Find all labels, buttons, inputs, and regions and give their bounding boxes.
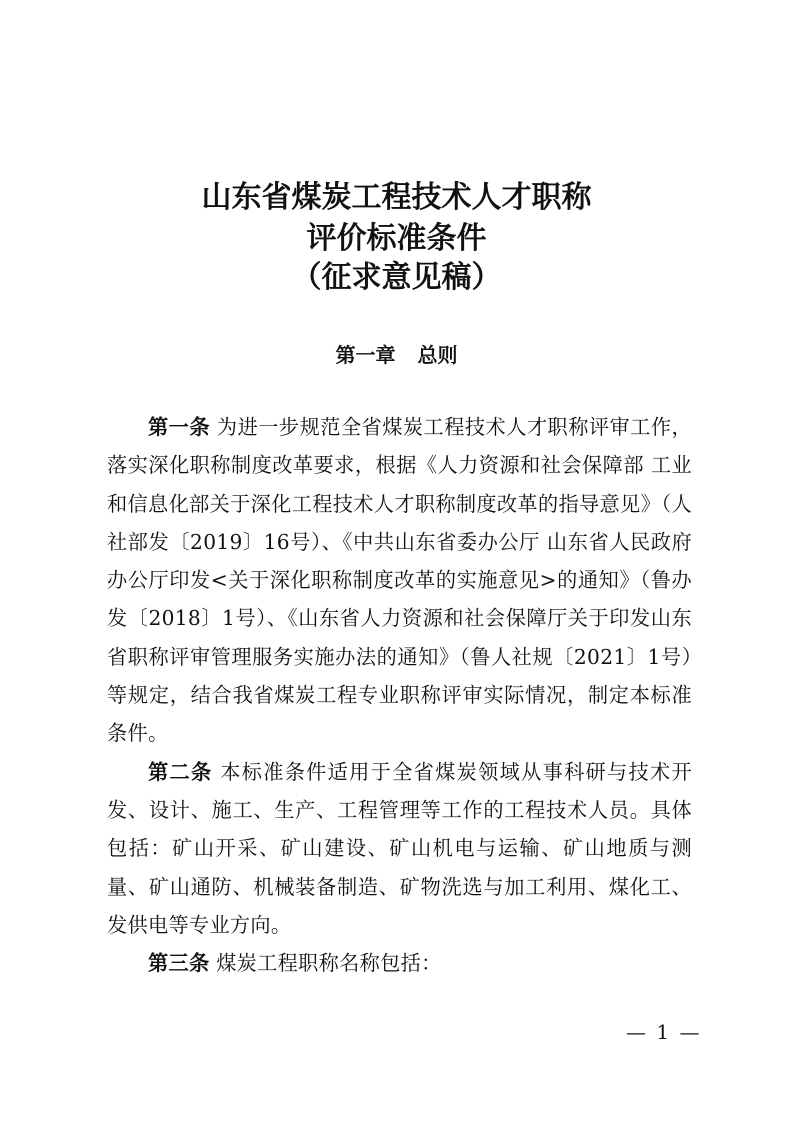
article-text: 本标准条件适用于全省煤炭领域从事科研与技术开发、设计、施工、生产、工程管理等工作的工程技术人员。具体包括：矿山开采、矿山建设、矿山机电与运输、矿山地质与测量、矿山通防、机械装备制造、矿物洗选与加工利用、煤化工、发供电等专业方向。 bbox=[107, 759, 693, 937]
article-text: 为进一步规范全省煤炭工程技术人才职称评审工作，落实深化职称制度改革要求，根据《人力资源和社会保障部 工业和信息化部关于深化工程技术人才职称制度改革的指导意见》（人社部发〔2019〕16号）、《中共山东省委办公厅 山东省人民政府办公厅印发<关于深化职称制度改革的实施意见>的通知》（鲁办发〔2018〕1号）、《山东省人力资源和社会保障厅关于印发山东省职称评审管理服务实施办法的通知》（鲁人社规〔2021〕1号）等规定，结合我省煤炭工程专业职称评审实际情况，制定本标准条件。 bbox=[107, 415, 693, 746]
article-label: 第二条 bbox=[148, 759, 213, 784]
document-title-line1: 山东省煤炭工程技术人才职称 bbox=[201, 180, 592, 215]
article-paragraph bbox=[107, 408, 692, 753]
chapter-name: 总则 bbox=[417, 343, 458, 367]
article-label: 第三条 bbox=[148, 951, 210, 976]
document-title-line2: 评价标准条件 bbox=[306, 221, 487, 256]
article-label: 第一条 bbox=[148, 415, 210, 439]
article-paragraph bbox=[107, 753, 692, 944]
article-text: 煤炭工程职称名称包括： bbox=[216, 951, 442, 976]
article-paragraph bbox=[107, 944, 692, 982]
document-body bbox=[107, 408, 692, 982]
document-title-line3: （征求意见稿） bbox=[291, 260, 502, 295]
chapter-number: 第一章 bbox=[335, 343, 396, 367]
page-number: — 1 — bbox=[626, 1020, 702, 1044]
chapter-heading bbox=[0, 340, 793, 370]
